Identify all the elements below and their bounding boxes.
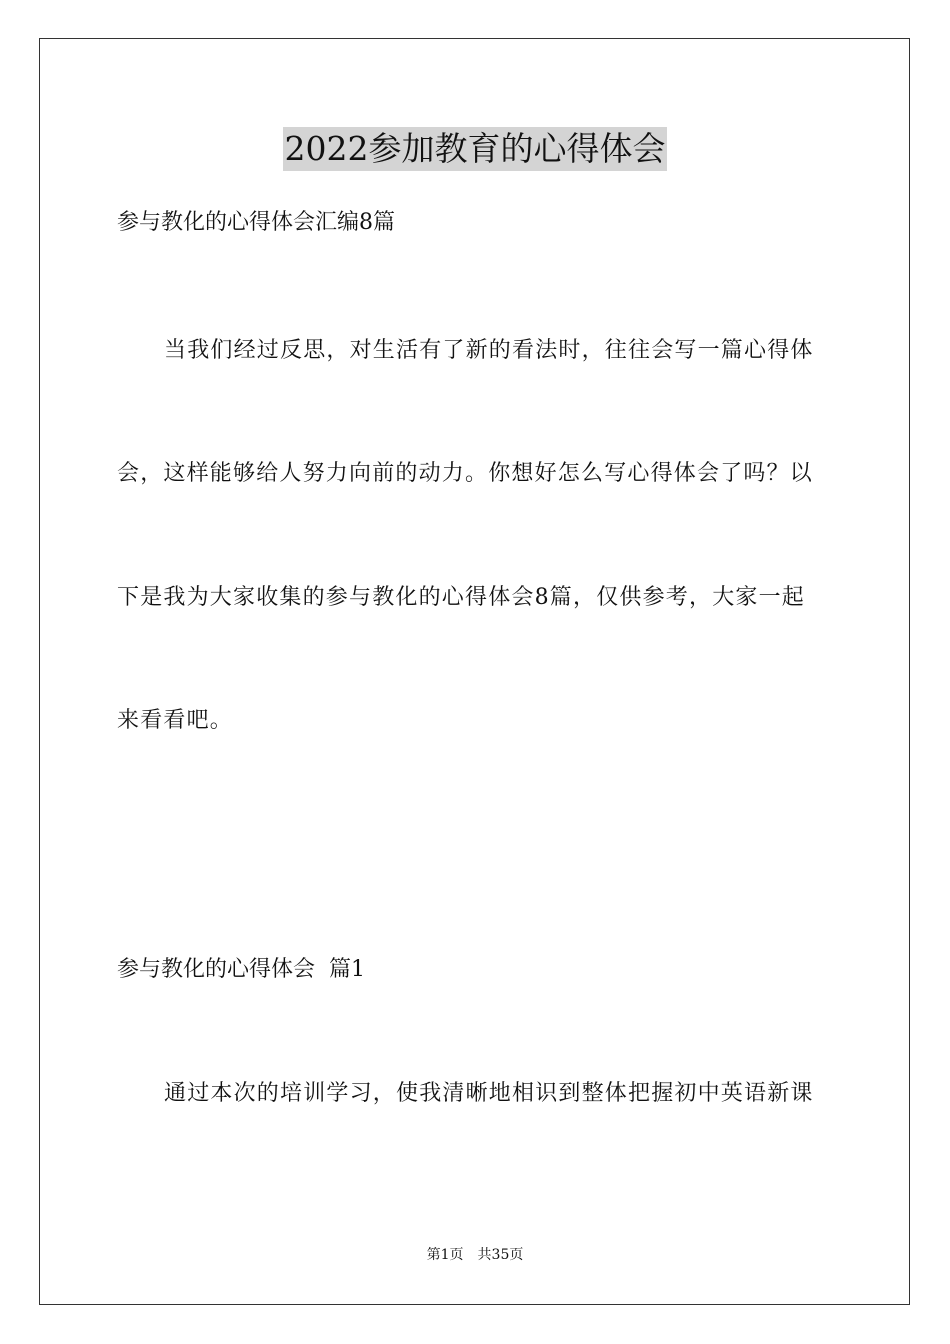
document-subtitle: 参与教化的心得体会汇编8篇 [117, 210, 395, 235]
total-pages: 共35页 [477, 1247, 524, 1263]
intro-line-4: 来看看吧。 [117, 708, 234, 733]
title-wrapper [0, 127, 950, 171]
section-line-1: 通过本次的培训学习，使我清晰地相识到整体把握初中英语新课 [164, 1081, 814, 1106]
document-title: 2022参加教育的心得体会 [283, 127, 668, 171]
section-heading: 参与教化的心得体会 篇1 [117, 957, 365, 982]
intro-line-1: 当我们经过反思，对生活有了新的看法时，往往会写一篇心得体 [164, 338, 814, 363]
page-number: 第1页 [426, 1247, 464, 1263]
intro-line-3: 下是我为大家收集的参与教化的心得体会8篇，仅供参考，大家一起 [117, 585, 805, 610]
intro-line-2: 会，这样能够给人努力向前的动力。你想好怎么写心得体会了吗？以 [117, 461, 814, 486]
page-footer [0, 1245, 950, 1265]
